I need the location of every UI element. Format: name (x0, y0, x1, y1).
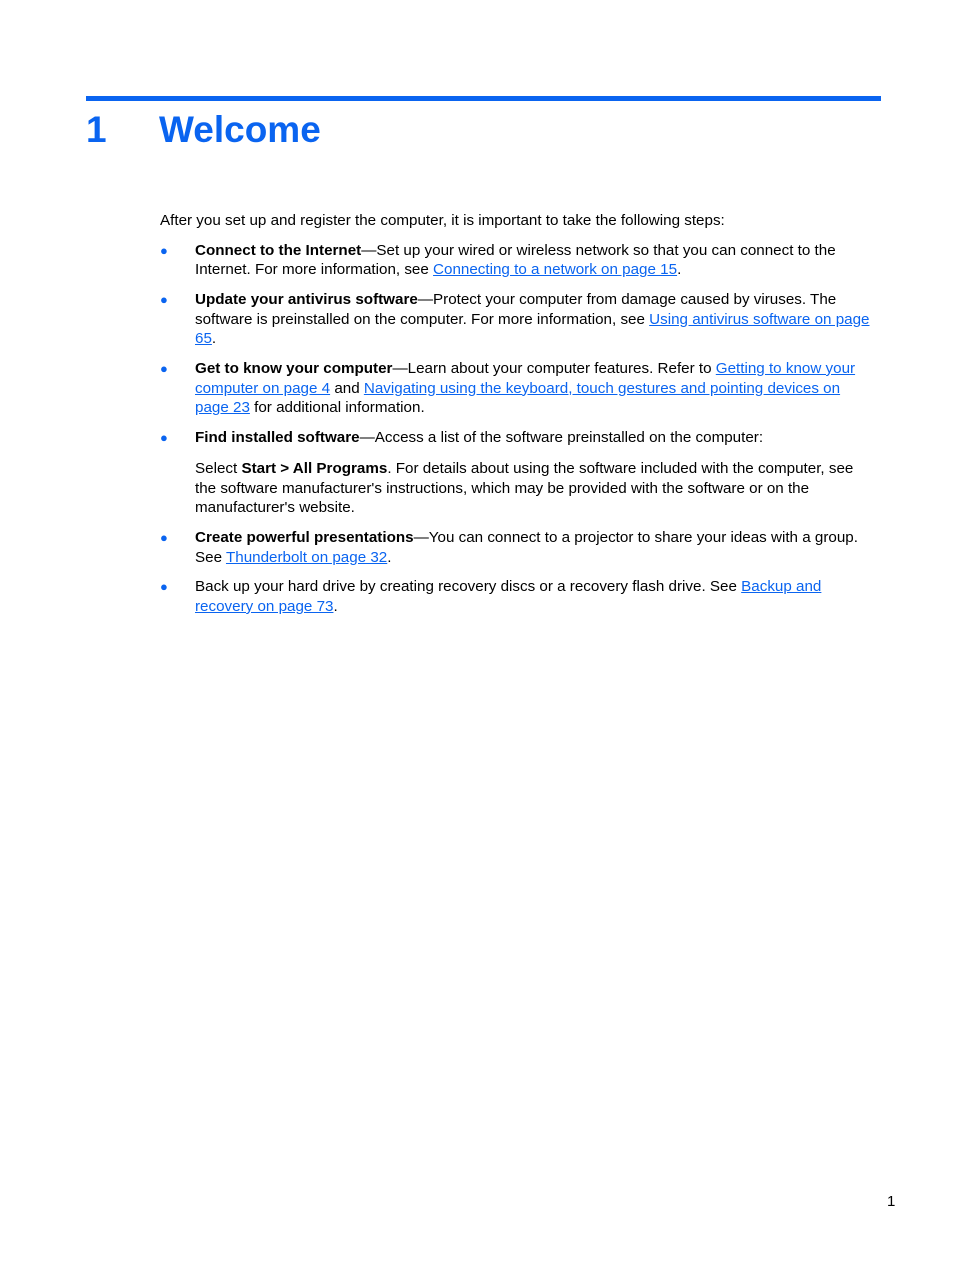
sub-prefix: Select (195, 460, 242, 477)
list-item (160, 241, 876, 280)
step-connector: and (330, 379, 364, 397)
bullet-icon: ● (160, 529, 168, 545)
step-description: Back up your hard drive by creating recovery discs or a recovery flash drive. See (195, 578, 742, 596)
intro-paragraph: After you set up and register the computer, it is important to take the following steps: (160, 212, 725, 229)
link-connecting-to-network[interactable]: Connecting to a network on page 15 (433, 261, 678, 279)
step-punctuation: . (677, 261, 682, 279)
step-text (195, 241, 876, 280)
steps-list (160, 241, 876, 617)
step-description: —Set up your wired or wireless network so that you can connect to the Internet. For more information, see (195, 241, 836, 279)
list-item (160, 359, 876, 418)
bullet-icon: ● (160, 579, 168, 595)
step-punctuation: . (387, 548, 392, 566)
link-navigating-keyboard-touch[interactable]: Navigating using the keyboard, touch gestures and pointing devices on page 23 (195, 379, 841, 417)
step-description: —Learn about your computer features. Refer to (392, 359, 716, 377)
step-heading: Create powerful presentations (195, 528, 414, 546)
page-number: 1 (887, 1193, 896, 1210)
bullet-icon: ● (160, 429, 168, 445)
list-item (160, 528, 876, 567)
chapter-number: 1 (86, 109, 107, 150)
step-text (195, 428, 876, 448)
step-text (195, 359, 876, 418)
link-getting-to-know-computer[interactable]: Getting to know your computer on page 4 (195, 359, 856, 397)
step-text (195, 528, 876, 567)
step-text (195, 290, 876, 349)
step-heading: Update your antivirus software (195, 290, 418, 308)
list-item (160, 577, 876, 616)
sub-text: . For details about using the software included with the computer, see the software manufacturer's instructions, which may be provided with the software or on the manufacturer's website. (195, 460, 854, 517)
step-heading: Get to know your computer (195, 359, 393, 377)
bullet-icon: ● (160, 291, 168, 307)
step-heading: Find installed software (195, 428, 360, 446)
bullet-icon: ● (160, 242, 168, 258)
step-heading: Connect to the Internet (195, 241, 362, 259)
step-description: —You can connect to a projector to share your ideas with a group. See (195, 528, 858, 566)
step-subparagraph (195, 459, 876, 518)
step-punctuation: for additional information. (249, 399, 425, 417)
step-description: —Protect your computer from damage caused by viruses. The software is preinstalled on the computer. For more information, see (195, 290, 837, 328)
step-text (195, 577, 876, 616)
step-punctuation: . (333, 597, 338, 615)
bullet-icon: ● (160, 360, 168, 376)
link-thunderbolt[interactable]: Thunderbolt on page 32 (225, 548, 388, 566)
chapter-body (160, 211, 876, 627)
step-punctuation: . (211, 330, 217, 348)
chapter-title: Welcome (159, 109, 321, 150)
list-item (160, 428, 876, 518)
link-backup-and-recovery[interactable]: Backup and recovery on page 73 (195, 578, 822, 615)
link-using-antivirus-software[interactable]: Using antivirus software on page 65 (195, 310, 870, 348)
chapter-rule (86, 96, 881, 101)
list-item (160, 290, 876, 349)
step-description: —Access a list of the software preinstalled on the computer: (359, 428, 764, 446)
menu-path: Start > All Programs (241, 460, 388, 477)
